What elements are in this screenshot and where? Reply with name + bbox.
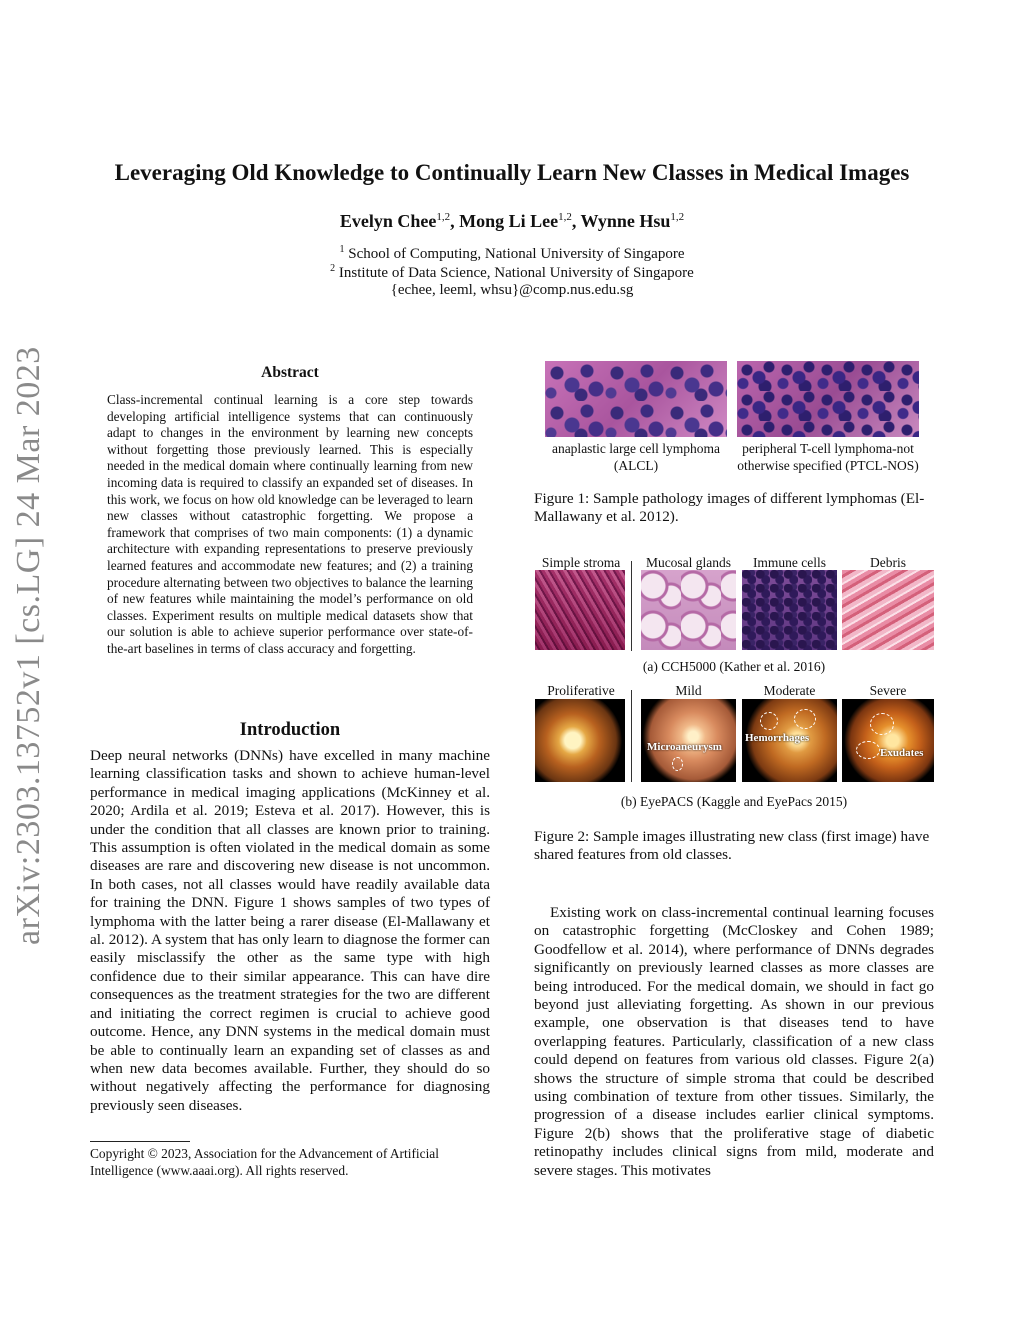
right-column-text: Existing work on class-incremental continual learning focuses on catastrophic forgetting (McCloskey and Cohen 1989; Goodfellow et al. 2014), where performance of DNNs degrades significantly on previously learned classes as more classes are being introduced. For the medical domain, we should in fact go beyond just alleviating forgetting. As shown in our previous example, one observation is that diseases tend to have overlapping features. Particularly, classification of a new class could depend on features from various old classes. Figure 2(a) shows the structure of simple stroma that could be described using combination of texture from other tissues. Similarly, the progression of a disease includes earlier clinical symptoms. Figure 2(b) shows that the proliferative stage of diabetic retinopathy includes clinical signs from mild, moderate and severe stages. This motivates xyxy=(534,904,934,1179)
author-affil-sup: 1,2 xyxy=(670,211,685,223)
microaneurysm-label: Microaneurysm xyxy=(647,741,722,753)
author-list xyxy=(0,211,1024,232)
immune-cells-image xyxy=(742,570,837,650)
lesion-marker xyxy=(760,712,778,730)
affiliation-1 xyxy=(0,244,1024,263)
figure2b-label: Mild xyxy=(675,683,702,698)
figure2a-caption: (a) CCH5000 (Kather et al. 2016) xyxy=(642,659,826,674)
figure2a-label: Immune cells xyxy=(752,555,827,570)
affiliation-2 xyxy=(0,263,1024,282)
introduction-text: Deep neural networks (DNNs) have excelled in many machine learning classification tasks and shown to achieve human-level performance in medical imaging applications (McKinney et al. 2020; Ardila et al. 2019; Esteva et al. 2017). However, this is under the condition that all classes are known prior to training. This assumption is often violated in the medical domain as some diseases are rare and discovering new disease is not uncommon. In both cases, not all classes would have readily available data for training the DNN. Figure 1 shows samples of two types of lymphoma with the latter being a rarer disease (El-Mallawany et al. 2012). A system that has only learn to diagnose the former can easily misclassify the other as the same type with high confidence due to their similar appearance. This can have dire consequences as the treatment strategies for the two are different and initiating the correct regimen is crucial to achieve good outcome. Hence, any DNN systems in the medical domain must be able to continually learn an expanding set of classes as and when new data becomes available. Further, they should do so without negatively affecting the performance for diagnosing previously seen diseases. xyxy=(90,747,490,1114)
simple-stroma-image xyxy=(535,570,625,650)
debris-image xyxy=(842,570,934,650)
figure1-label-alcl: anaplastic large cell lymphoma (ALCL) xyxy=(551,441,721,473)
arxiv-stamp: arXiv:2303.13752v1 [cs.LG] 24 Mar 2023 xyxy=(10,346,47,945)
affiliation-sup: 1 xyxy=(339,244,345,255)
author-name: Mong Li Lee xyxy=(459,211,559,231)
author-affil-sup: 1,2 xyxy=(558,211,572,223)
lesion-marker xyxy=(672,757,683,771)
lesion-marker xyxy=(856,741,880,759)
exudates-label: Exudates xyxy=(880,747,924,759)
abstract-text: Class-incremental continual learning is a core step towards developing artificial intelligence systems that can continuously adapt to changes in the environment by learning new concepts without forgetting those previously learned. This is especially needed in the medical domain where continually learning from new incoming data is required to classify an expanded set of diseases. In this work, we focus on how old knowledge can be leveraged to learn new classes without catastrophic forgetting. We propose a framework that comprises of two main components: (1) a dynamic architecture with expanding representations to preserve previously learned features and accommodate new features; and (2) a training procedure alternating between two objectives to balance the learning of new features while maintaining the model’s performance on old classes. Experiment results on multiple medical datasets show that our solution is able to achieve superior performance over state-of-the-art baselines in terms of class accuracy and forgetting. xyxy=(107,392,473,656)
figure2b-label: Proliferative xyxy=(547,683,615,698)
introduction-heading: Introduction xyxy=(239,720,341,740)
severe-fundus-image xyxy=(842,699,934,782)
hemorrhages-label: Hemorrhages xyxy=(745,732,810,744)
copyright-footnote: Copyright © 2023, Association for the Advancement of Artificial Intelligence (www.aaai.org). All rights reserved. xyxy=(90,1146,439,1178)
lesion-marker xyxy=(870,713,894,735)
figure2b-caption: (b) EyePACS (Kaggle and EyePacs 2015) xyxy=(620,794,848,809)
mucosal-glands-image xyxy=(641,570,736,650)
abstract-heading: Abstract xyxy=(261,364,319,381)
author-separator: , xyxy=(450,211,460,231)
author-separator: , xyxy=(571,211,581,231)
ptcl-pathology-image xyxy=(737,361,919,437)
lesion-marker xyxy=(794,709,816,729)
alcl-pathology-image xyxy=(545,361,727,437)
figure2b-label: Moderate xyxy=(763,683,816,698)
figure2a-label: Mucosal glands xyxy=(645,555,732,570)
affiliation-text: Institute of Data Science, National University of Singapore xyxy=(338,265,694,281)
author-email: {echee, leeml, whsu}@comp.nus.edu.sg xyxy=(390,282,634,298)
figure2a-label: Simple stroma xyxy=(541,555,621,570)
figure2a-divider xyxy=(631,561,632,651)
mild-fundus-image xyxy=(641,699,736,782)
figure2-caption: Figure 2: Sample images illustrating new class (first image) have shared features from old classes. xyxy=(534,828,930,864)
proliferative-fundus-image xyxy=(535,699,625,782)
figure1-caption: Figure 1: Sample pathology images of different lymphomas (El-Mallawany et al. 2012). xyxy=(534,490,925,526)
footnote-rule xyxy=(90,1141,190,1142)
author-name: Evelyn Chee xyxy=(339,211,437,231)
author-name: Wynne Hsu xyxy=(580,211,671,231)
figure2b-label: Severe xyxy=(869,683,907,698)
moderate-fundus-image xyxy=(742,699,837,782)
affiliation-text: School of Computing, National University of Singapore xyxy=(348,246,685,262)
author-affil-sup: 1,2 xyxy=(436,211,451,223)
affiliation-sup: 2 xyxy=(330,263,336,274)
figure2b-divider xyxy=(631,690,632,782)
figure2a-label: Debris xyxy=(870,555,906,570)
paper-title: Leveraging Old Knowledge to Continually Learn New Classes in Medical Images xyxy=(114,160,910,185)
figure1-label-ptcl: peripheral T-cell lymphoma-not otherwise specified (PTCL-NOS) xyxy=(737,441,919,473)
